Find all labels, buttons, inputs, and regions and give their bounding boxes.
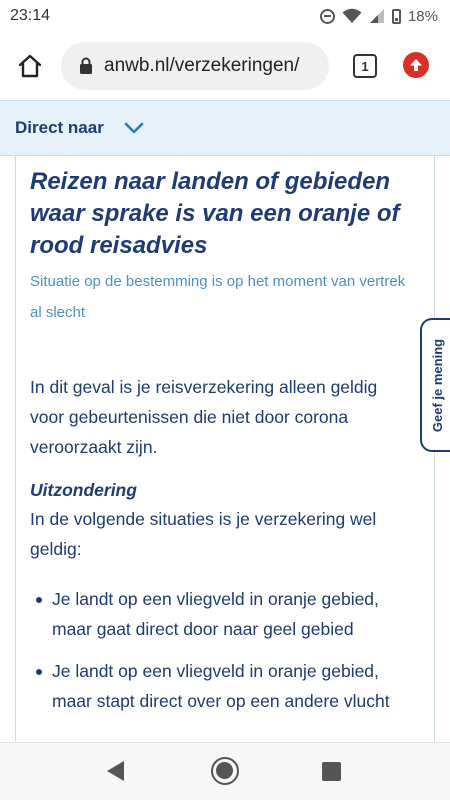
arrow-up-icon [408,57,424,73]
article-subtitle: Situatie op de bestemming is op het moment van vertrek al slecht [30,273,406,321]
update-button[interactable] [403,52,429,78]
article-paragraph: In dit geval is je reisverzekering alleen geldig voor gebeurtenissen die niet door corona veroorzaakt zijn. [30,377,378,457]
bullet-list [30,584,434,716]
status-bar [0,0,450,32]
home-icon [17,53,43,79]
article-title: Reizen naar landen of gebieden waar sprake is van een oranje of rood reisadvies [30,168,400,259]
status-icons [320,8,438,25]
home-circle-icon[interactable] [211,757,239,785]
list-item: Je landt op een vliegveld in oranje gebied, maar stapt direct over op een andere vlucht [30,656,420,716]
feedback-tab[interactable] [420,318,450,452]
lock-icon [79,57,93,75]
article-content [15,156,435,742]
back-icon[interactable] [107,761,124,781]
direct-naar-dropdown[interactable] [0,100,450,156]
system-navigation-bar [0,742,450,800]
battery-icon [392,9,401,24]
home-button[interactable] [0,32,60,100]
wifi-icon [342,8,362,24]
address-bar[interactable] [61,42,329,90]
battery-level: 18% [407,7,438,25]
exception-heading: Uitzondering [30,480,137,500]
recents-icon[interactable] [322,762,341,781]
direct-naar-label: Direct naar [15,118,104,137]
status-time: 23:14 [10,7,51,24]
list-item: Je landt op een vliegveld in oranje gebied, maar gaat direct door naar geel gebied [30,584,420,644]
browser-toolbar [0,32,450,100]
do-not-disturb-icon [320,9,335,24]
chevron-down-icon [124,122,144,134]
url-text: anwb.nl/verzekeringen/ [104,55,300,76]
tab-switcher-button[interactable] [353,54,377,78]
tab-count: 1 [361,58,369,74]
article-paragraph: In de volgende situaties is je verzekering wel geldig: [30,509,377,559]
feedback-label: Geef je mening [430,338,446,432]
signal-icon [369,8,385,24]
